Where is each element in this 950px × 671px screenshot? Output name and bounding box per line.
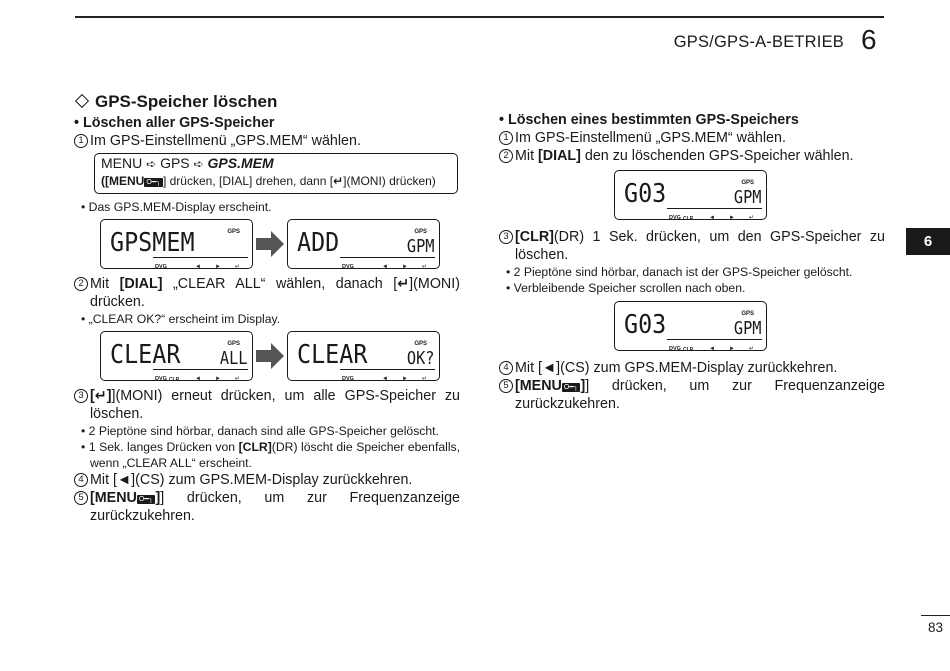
lcd-display: GPS G03 GPM DVG CLR ◄►↵ [614, 170, 767, 220]
right-arrow-icon [256, 231, 284, 257]
step-2: 2 Mit [DIAL] „CLEAR ALL“ wählen, danach [↵](MONI) drücken. [74, 275, 460, 311]
lcd-display: GPS G03 GPM DVG CLR ◄►↵ [614, 301, 767, 351]
key-icon: O━┐ [563, 384, 579, 391]
lcd-display: GPS CLEAR OK? DVG ◄►↵ [287, 331, 440, 381]
note: • 2 Pieptöne sind hörbar, danach ist der GPS-Speicher gelöscht. [499, 264, 885, 280]
enter-icon: ↵] [94, 388, 112, 404]
step-3: 3 [↵]](MONI) erneut drücken, um alle GPS-Speicher zu löschen. [74, 387, 460, 423]
step-number-1: 1 [499, 131, 513, 145]
step-number-2: 2 [499, 149, 513, 163]
right-arrow-icon [256, 343, 284, 369]
lcd-arrows: ◄►↵ [195, 376, 254, 382]
page-number: 83 [927, 620, 943, 635]
chapter-side-tab: 6 [906, 228, 950, 255]
step-number-5: 5 [499, 379, 513, 393]
step-5: 5 [MENU O━┐ ]] drücken, um zur Frequenzanzeige zurückzukehren. [499, 377, 885, 413]
step-4: 4 Mit [◄](CS) zum GPS.MEM-Display zurückkehren. [74, 471, 460, 489]
subhead-clear-all: • Löschen aller GPS-Speicher [74, 115, 275, 131]
arrow-icon: ➪ [146, 157, 157, 171]
lcd-arrows: ◄►↵ [195, 264, 254, 270]
left-column [74, 92, 460, 525]
note: • 1 Sek. langes Drücken von [CLR](DR) löscht die Speicher ebenfalls, wenn „CLEAR ALL“ erscheint. [74, 439, 460, 471]
note: • 2 Pieptöne sind hörbar, danach sind alle GPS-Speicher gelöscht. [74, 423, 460, 439]
chapter-number: 6 [861, 24, 877, 55]
step-number-3: 3 [74, 389, 88, 403]
lcd-arrows: ◄►↵ [382, 264, 441, 270]
step-1: 1 Im GPS-Einstellmenü „GPS.MEM“ wählen. [499, 129, 885, 147]
step-number-4: 4 [499, 361, 513, 375]
note: • Verbleibende Speicher scrollen nach oben. [499, 280, 885, 296]
lcd-display: GPS GPSMEM DVG ◄►↵ [100, 219, 253, 269]
menu-path-box: MENU ➪ GPS ➪ GPS.MEM ([MENU O━┐ ] drücken, [DIAL] drehen, dann [↵](MONI) drücken) [94, 153, 458, 194]
lcd-arrows: ◄►↵ [709, 215, 768, 221]
enter-icon: ↵ [333, 174, 344, 188]
header-rule [75, 16, 884, 18]
step-number-3: 3 [499, 230, 513, 244]
key-icon: O━┐ [146, 179, 161, 186]
lcd-arrows: ◄►↵ [709, 346, 768, 352]
step-number-4: 4 [74, 473, 88, 487]
diamond-icon [75, 94, 89, 108]
step-5: 5 [MENU O━┐ ]] drücken, um zur Frequenzanzeige zurückzukehren. [74, 489, 460, 525]
step-number-1: 1 [74, 134, 88, 148]
footer-rule [921, 615, 950, 616]
step-4: 4 Mit [◄](CS) zum GPS.MEM-Display zurückkehren. [499, 359, 885, 377]
subhead-clear-one: • Löschen eines bestimmten GPS-Speichers [499, 112, 799, 128]
step-number-2: 2 [74, 277, 88, 291]
section-title: GPS-Speicher löschen [74, 92, 460, 112]
arrow-icon: ➪ [193, 157, 204, 171]
lcd-arrows: ◄►↵ [382, 376, 441, 382]
lcd-display: GPS CLEAR ALL DVG CLR ◄►↵ [100, 331, 253, 381]
step-1: 1 Im GPS-Einstellmenü „GPS.MEM“ wählen. [74, 132, 460, 150]
chapter-title: GPS/GPS-A-BETRIEB [673, 33, 844, 51]
lcd-sequence-2 [100, 331, 460, 381]
step-2: 2 Mit [DIAL] den zu löschenden GPS-Speicher wählen. [499, 147, 885, 165]
note: • „CLEAR OK?“ erscheint im Display. [74, 311, 460, 327]
step-number-5: 5 [74, 491, 88, 505]
step-3: 3 [CLR](DR) 1 Sek. drücken, um den GPS-Speicher zu löschen. [499, 228, 885, 264]
lcd-sequence-1 [100, 219, 460, 269]
enter-icon: ↵ [397, 276, 410, 292]
key-icon: O━┐ [138, 496, 154, 503]
note: • Das GPS.MEM-Display erscheint. [74, 199, 460, 215]
lcd-display: GPS ADD GPM DVG ◄►↵ [287, 219, 440, 269]
right-column [499, 111, 885, 413]
